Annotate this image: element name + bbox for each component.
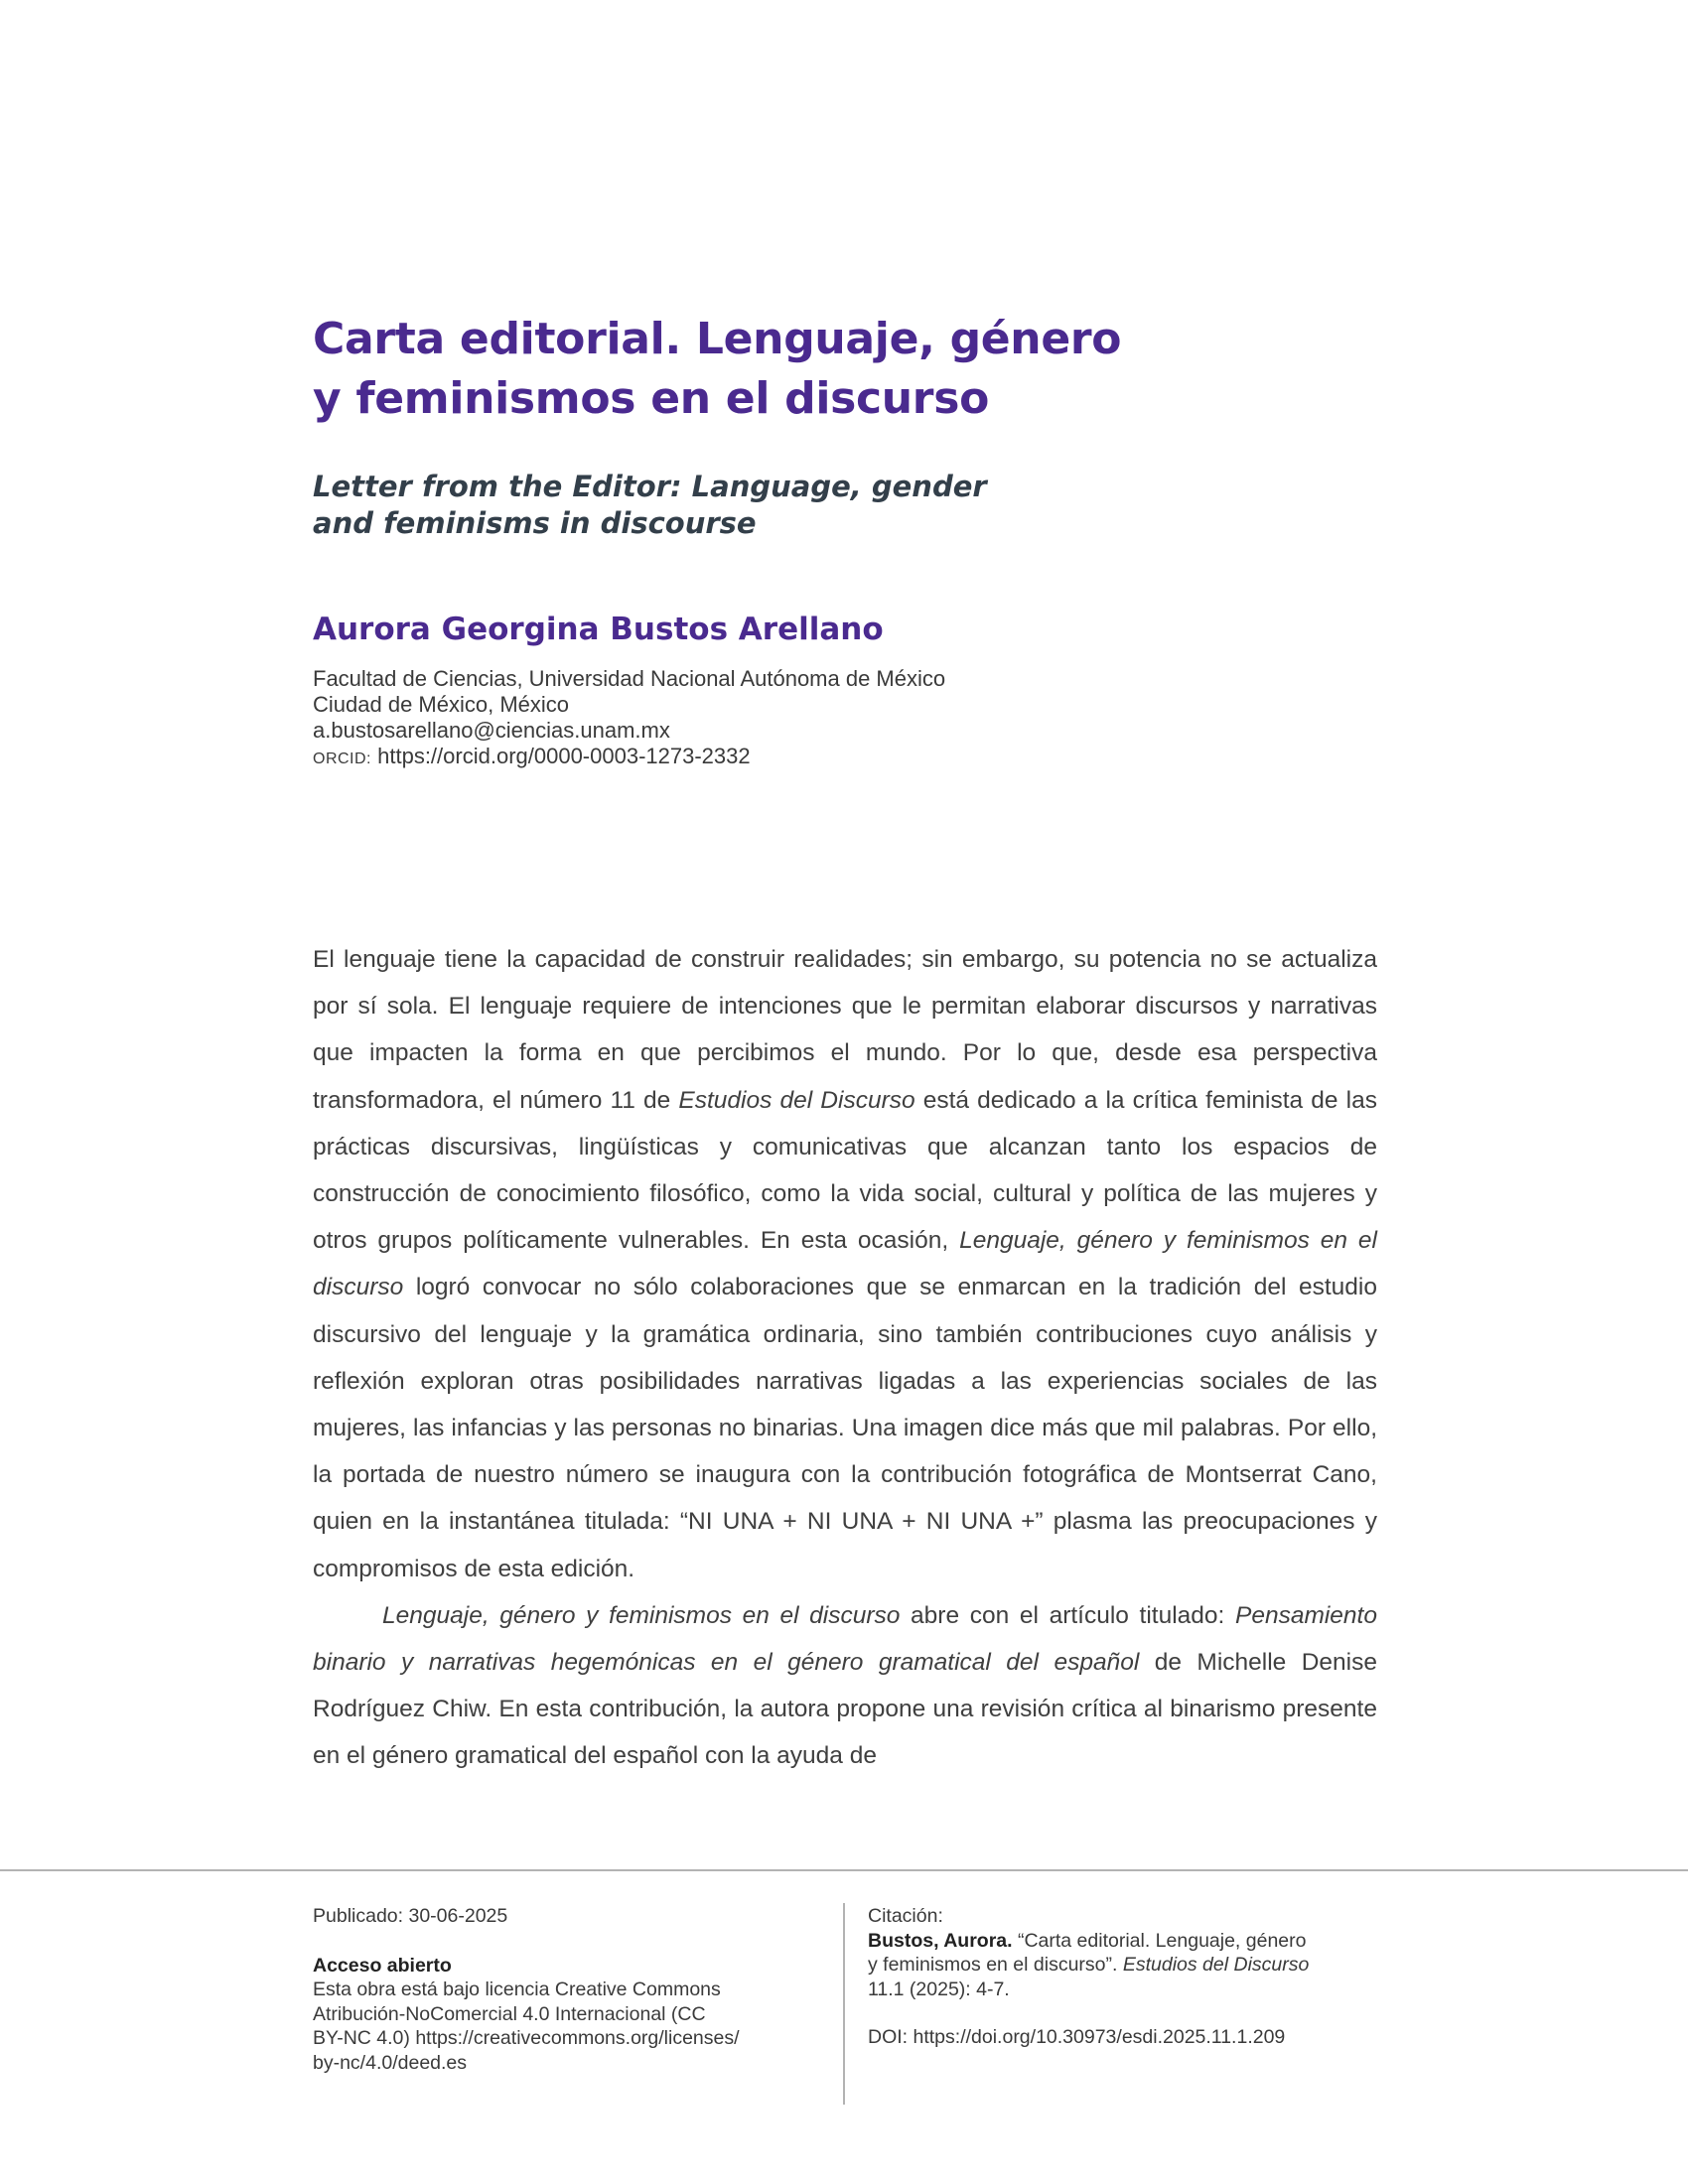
article-subtitle-english xyxy=(313,469,1028,542)
paragraph-text: abre con el artículo titulado: xyxy=(900,1601,1235,1629)
license-line-4[interactable]: by-nc/4.0/deed.es xyxy=(313,2051,468,2074)
article-title xyxy=(313,310,1206,429)
citation-line-1 xyxy=(868,1929,1384,1954)
publication-info xyxy=(313,1904,809,2075)
published-date: Publicado: 30-06-2025 xyxy=(313,1905,508,1927)
paragraph-text: está dedicado a la crítica feminista de las prácticas discursivas, lingüísticas y comunicativas que alcanzan tanto los espacios de construcción de conocimiento filosófico, como la vida social, cultural y política de las mujeres y otros grupos políticamente vulnerables. En esta ocasión, xyxy=(313,1086,1378,1255)
author-name: Aurora Georgina Bustos Arellano xyxy=(313,612,884,647)
body-paragraph-2 xyxy=(313,1592,1377,1780)
license-line-1: Esta obra está bajo licencia Creative Commons xyxy=(313,1979,721,2000)
affiliation-city: Ciudad de México, México xyxy=(313,692,570,717)
subtitle-line-1: Letter from the Editor: Language, gender xyxy=(313,470,987,503)
issue-title: Lenguaje, género y feminismos en el discurso xyxy=(313,1227,1377,1301)
citation-journal: Estudios del Discurso xyxy=(1122,1954,1310,1976)
citation-line-2 xyxy=(868,1953,1384,1978)
subtitle-line-2: and feminisms in discourse xyxy=(313,506,757,540)
citation-info xyxy=(868,1904,1384,2050)
affiliation-institution: Facultad de Ciencias, Universidad Nacional Autónoma de México xyxy=(313,666,946,691)
paragraph-text: El lenguaje tiene la capacidad de construir realidades; sin embargo, su potencia no se actualiza por sí sola. El lenguaje requiere de intenciones que le permitan elaborar discursos y narrativas que impacten la forma en que percibimos el mundo. Por lo que, desde esa perspectiva transformadora, el número 11 de xyxy=(313,946,1377,1114)
journal-name: Estudios del Discurso xyxy=(678,1086,915,1114)
author-orcid xyxy=(313,744,1206,772)
citation-title-part-1: “Carta editorial. Lenguaje, género xyxy=(1012,1929,1307,1952)
body-paragraph-1 xyxy=(313,936,1377,1592)
open-access-title: Acceso abierto xyxy=(313,1954,452,1977)
article-reference-title: Pensamiento binario y narrativas hegemónicas en el género gramatical del español xyxy=(313,1601,1377,1677)
citation-volume: 11.1 (2025): 4-7. xyxy=(868,1978,1010,2000)
footer-column-divider xyxy=(843,1903,845,2105)
paragraph-text: logró convocar no sólo colaboraciones que se enmarcan en la tradición del estudio discursivo del lenguaje y la gramática ordinaria, sino también contribuciones cuyo análisis y reflexión exploran otras posibilidades narrativas ligadas a las experiencias sociales de las mujeres, las infancias y las personas no binarias. Una imagen dice más que mil palabras. Por ello, la portada de nuestro número se inaugura con la contribución fotográfica de Montserrat Cano, quien en la instantánea titulada: “NI UNA + NI UNA + NI UNA +” plasma las preocupaciones y compromisos de esta edición. xyxy=(313,1274,1377,1582)
citation-author: Bustos, Aurora. xyxy=(868,1929,1013,1952)
license-line-2: Atribución-NoComercial 4.0 Internacional (CC xyxy=(313,2002,706,2025)
footer-divider xyxy=(0,1869,1688,1871)
author-affiliation-block xyxy=(313,666,1206,772)
orcid-label: ORCID: xyxy=(313,751,371,767)
doi-link[interactable]: DOI: https://doi.org/10.30973/esdi.2025.11.1.209 xyxy=(868,2026,1286,2048)
paragraph-text: de Michelle Denise Rodríguez Chiw. En esta contribución, la autora propone una revisión crítica al binarismo presente en el género gramatical del español con la ayuda de xyxy=(313,1649,1377,1770)
license-line-3[interactable]: BY-NC 4.0) https://creativecommons.org/licenses/ xyxy=(313,2027,740,2049)
orcid-link[interactable]: https://orcid.org/0000-0003-1273-2332 xyxy=(377,744,751,768)
author-email[interactable]: a.bustosarellano@ciencias.unam.mx xyxy=(313,718,670,743)
title-line-1: Carta editorial. Lenguaje, género xyxy=(313,314,1122,364)
article-body xyxy=(313,936,1377,1780)
citation-label: Citación: xyxy=(868,1905,943,1927)
citation-title-part-2: y feminismos en el discurso”. xyxy=(868,1954,1123,1976)
title-line-2: y feminismos en el discurso xyxy=(313,373,990,424)
issue-title: Lenguaje, género y feminismos en el discurso xyxy=(382,1601,901,1629)
